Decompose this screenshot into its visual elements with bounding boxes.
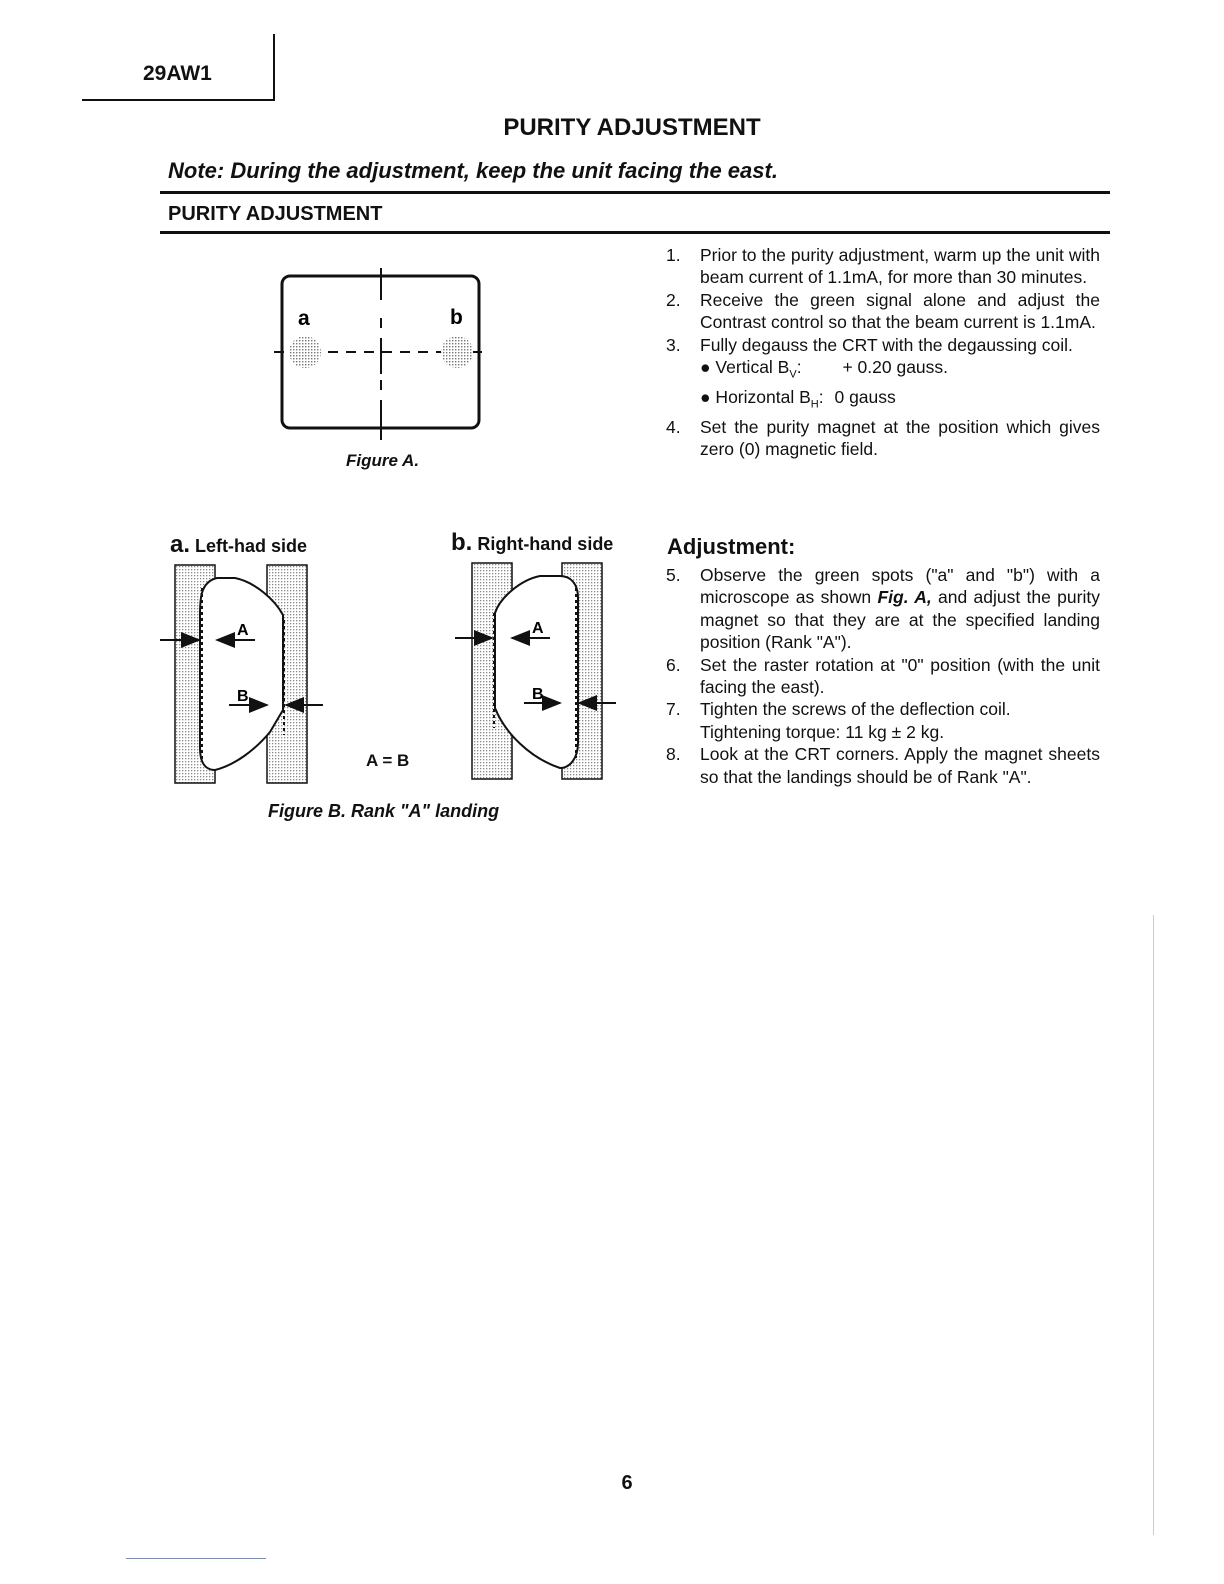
figure-a-caption: Figure A. <box>346 451 420 470</box>
note-text: Note: During the adjustment, keep the unit facing the east. <box>168 158 778 183</box>
step-text: Prior to the purity adjustment, warm up the unit with beam current of 1.1mA, for more than 30 minutes. <box>700 245 1100 288</box>
torque-spec: Tightening torque: 11 kg ± 2 kg. <box>700 721 945 742</box>
bullet-label: ● Horizontal B <box>700 386 811 407</box>
adjustment-heading: Adjustment: <box>667 534 796 559</box>
rule-top <box>160 191 1110 194</box>
page-title: PURITY ADJUSTMENT <box>503 114 761 141</box>
step-number: 6. <box>666 654 681 675</box>
left-side-letter: a. <box>170 531 191 558</box>
list-item <box>666 654 1100 699</box>
step-number: 3. <box>666 334 681 355</box>
left-side-title: Left-had side <box>190 536 308 556</box>
step-text <box>700 564 1100 654</box>
list-item <box>666 244 1100 289</box>
bullet-horizontal <box>666 386 1100 416</box>
header-divider <box>273 34 275 101</box>
step-number: 4. <box>666 416 681 437</box>
figure-b-right-diagram <box>450 558 625 788</box>
step-text: Look at the CRT corners. Apply the magnet sheets so that the landings should be of Rank "A". <box>700 744 1100 787</box>
section-heading: PURITY ADJUSTMENT <box>168 203 383 225</box>
mark-a-left: A <box>237 622 249 639</box>
step-text: Set the purity magnet at the position which gives zero (0) magnetic field. <box>700 416 1100 460</box>
step-number: 7. <box>666 699 681 720</box>
bullet-sep: : <box>818 386 824 407</box>
right-side-label <box>451 529 613 557</box>
bullet-value: + 0.20 gauss. <box>842 357 949 378</box>
green-spot-a <box>289 336 321 368</box>
header-underline <box>82 99 275 101</box>
spot-label-a: a <box>298 307 310 330</box>
step-text: Set the raster rotation at "0" position (with the unit facing the east). <box>700 654 1100 698</box>
step-number: 5. <box>666 565 681 585</box>
page-number: 6 <box>621 1472 633 1494</box>
scan-edge-line <box>1153 915 1154 1535</box>
step-text: Receive the green signal alone and adjust the Contrast control so that the beam current is 1.1mA. <box>700 289 1100 333</box>
steps-list <box>666 244 1100 461</box>
list-item <box>666 743 1100 788</box>
step-text-post: and adjust the purity magnet so that they are at the specified landing position (Rank "A"). <box>700 587 1100 653</box>
figure-b-caption: Figure B. Rank "A" landing <box>268 801 500 821</box>
bullet-label: ● Vertical B <box>700 357 790 378</box>
mark-b-left: B <box>237 688 249 705</box>
adjustment-steps-list <box>666 564 1100 788</box>
right-side-letter: b. <box>451 529 473 556</box>
step-text: Tighten the screws of the deflection coil. <box>700 699 1011 720</box>
step-number: 2. <box>666 289 681 310</box>
figure-a-diagram <box>260 262 500 442</box>
step-number: 1. <box>666 245 681 265</box>
list-item <box>666 334 1100 356</box>
right-side-title: Right-hand side <box>472 534 614 554</box>
figure-reference: Fig. A, <box>877 587 932 608</box>
model-number: 29AW1 <box>143 62 212 85</box>
spot-label-b: b <box>450 306 463 329</box>
bullet-subscript: V <box>789 368 797 381</box>
list-item <box>666 698 1100 720</box>
bullet-vertical <box>666 356 1100 386</box>
step-number: 8. <box>666 744 681 765</box>
mark-b-right: B <box>532 686 544 703</box>
bullet-value: 0 gauss <box>834 386 896 407</box>
list-item <box>666 564 1100 654</box>
mark-a-right: A <box>532 620 544 637</box>
step-text-pre: Observe the green spots ("a" and "b") with a microscope as shown <box>700 565 1100 608</box>
list-item <box>666 416 1100 461</box>
green-spot-b <box>441 336 473 368</box>
figure-b-left-diagram <box>155 560 330 790</box>
left-side-label <box>170 531 307 559</box>
footer-line <box>126 1558 266 1559</box>
list-item <box>666 289 1100 334</box>
equation-label: A = B <box>366 751 410 770</box>
step-text: Fully degauss the CRT with the degaussing coil. <box>700 334 1073 355</box>
rule-bottom <box>160 231 1110 234</box>
bullet-subscript: H <box>810 398 819 411</box>
bullet-sep: : <box>796 357 802 378</box>
